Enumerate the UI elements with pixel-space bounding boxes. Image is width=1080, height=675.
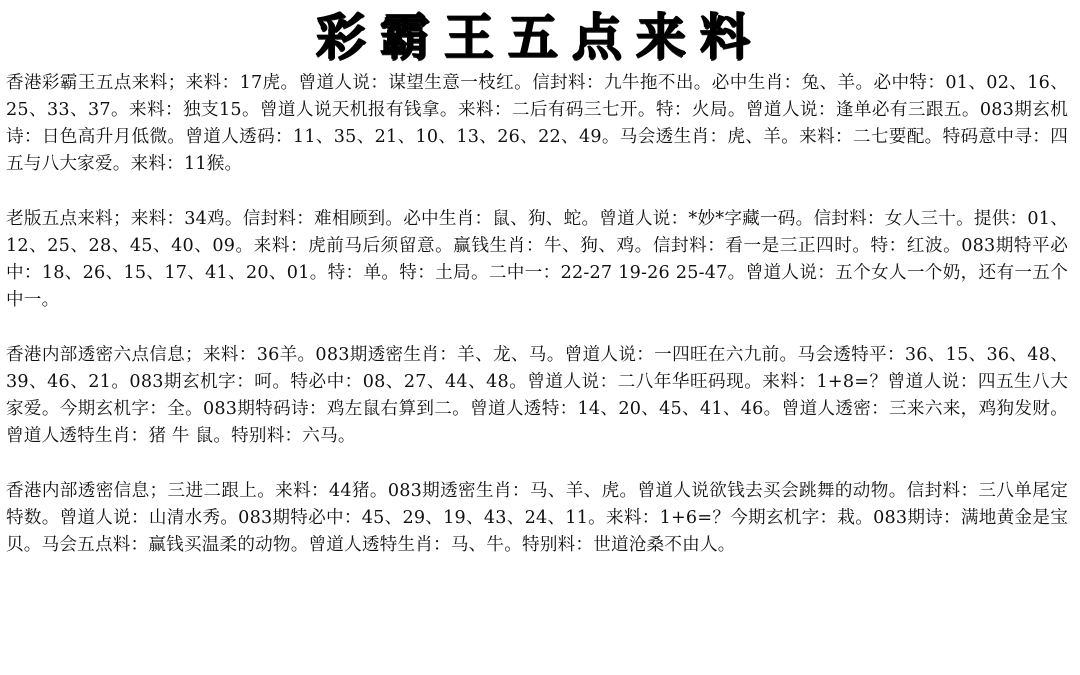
paragraph-old-edition: 老版五点来料；来料：34鸡。信封料：难相顾到。必中生肖：鼠、狗、蛇。曾道人说：*妙*字藏一码。信封料：女人三十。提供：01、12、25、28、45、40、09。来料：虎前马后须留意。赢钱生肖：牛、狗、鸡。信封料：看一是三正四时。特：红波。083期特平必中：18、26、15、17、41、20、01。特：单。特：土局。二中一：22-27 19-26 25-47。曾道人说：五个女人一个奶，还有一五个中一。	[6, 209, 1068, 310]
paragraph-internal-six-point: 香港内部透密六点信息；来料：36羊。083期透密生肖：羊、龙、马。曾道人说：一四旺在六九前。马会透特平：36、15、36、48、39、46、21。083期玄机字：呵。特必中：08、27、44、48。曾道人说：二八年华旺码现。来料：1+8=？曾道人说：四五生八大家爱。今期玄机字：全。083期特码诗：鸡左鼠右算到二。曾道人透特：14、20、45、41、46。曾道人透密：三来六来，鸡狗发财。曾道人透特生肖：猪 牛 鼠。特别料：六马。	[6, 345, 1068, 446]
paragraph-internal-secret: 香港内部透密信息；三进二跟上。来料：44猪。083期透密生肖：马、羊、虎。曾道人说欲钱去买会跳舞的动物。信封料：三八单尾定特数。曾道人说：山清水秀。083期特必中：45、29、19、43、24、11。来料：1+6=？今期玄机字：栽。083期诗：满地黄金是宝贝。马会五点料：赢钱买温柔的动物。曾道人透特生肖：马、牛。特别料：世道沧桑不由人。	[6, 481, 1068, 555]
page-title: 彩霸王五点来料	[316, 7, 764, 66]
document-body	[6, 70, 1068, 559]
paragraph-hong-kong-five-point: 香港彩霸王五点来料；来料：17虎。曾道人说：谋望生意一枝红。信封料：九牛拖不出。必中生肖：兔、羊。必中特：01、02、16、25、33、37。来料：独支15。曾道人说天机报有钱拿。来料：二后有码三七开。特：火局。曾道人说：逢单必有三跟五。083期玄机诗：日色高升月低微。曾道人透码：11、35、21、10、13、26、22、49。马会透生肖：虎、羊。来料：二七要配。特码意中寻：四五与八大家爱。来料：11猴。	[6, 73, 1068, 174]
